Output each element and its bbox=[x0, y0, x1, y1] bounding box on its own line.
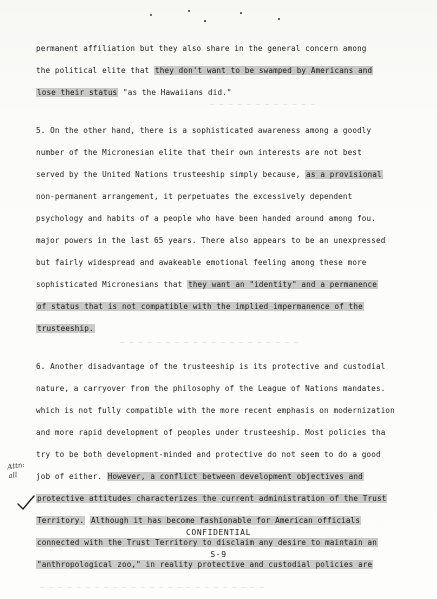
paper-speck bbox=[240, 12, 242, 14]
highlighted-text: they don't want to be swamped by Americans and bbox=[155, 66, 373, 75]
text-line bbox=[36, 302, 364, 311]
text-line bbox=[36, 258, 367, 267]
highlighted-text: of status that is not compatible with the implied impermanence of the bbox=[37, 302, 363, 311]
text-line bbox=[36, 214, 376, 223]
text-line bbox=[36, 516, 361, 525]
text-line bbox=[36, 192, 352, 201]
highlighted-text: connected with the Trust Territory to disclaim any desire to maintain an bbox=[37, 538, 377, 547]
text-segment: number of the Micronesian elite that their own interests are not best bbox=[36, 148, 362, 157]
text-segment: nature, a carryover from the philosophy of the League of Nations mandates. bbox=[36, 384, 386, 393]
text-segment: the political elite that bbox=[36, 66, 155, 75]
text-line bbox=[36, 236, 385, 245]
highlighted-text: Although it has become fashionable for American officials bbox=[90, 516, 361, 525]
bleed-through-text: ~ ~ ~ ~ ~ ~ ~ ~ ~ ~ ~ ~ bbox=[210, 100, 316, 109]
text-line bbox=[36, 170, 383, 179]
text-line bbox=[36, 472, 364, 481]
text-segment: sophisticated Micronesians that bbox=[36, 280, 188, 289]
text-line bbox=[36, 126, 371, 135]
text-line bbox=[36, 450, 381, 459]
text-line bbox=[36, 44, 367, 53]
text-segment: major powers in the last 65 years. There also appears to be an unexpressed bbox=[36, 236, 386, 245]
highlighted-text: lose their status bbox=[37, 88, 118, 97]
highlighted-text: protective attitudes characterizes the current administration of the Trust bbox=[37, 494, 387, 503]
text-segment: "as the Hawaiians did." bbox=[118, 88, 232, 97]
text-line bbox=[36, 362, 385, 371]
classification-label: CONFIDENTIAL bbox=[186, 528, 251, 537]
highlighted-text: Territory. bbox=[37, 516, 85, 525]
page-number: S-9 bbox=[210, 550, 227, 559]
text-segment: but fairly widespread and awakeable emotional feeling among these more bbox=[36, 258, 367, 267]
text-line bbox=[36, 384, 385, 393]
highlighted-text: trusteeship. bbox=[37, 324, 94, 333]
bleed-through-text: ~ ~ ~ ~ ~ ~ ~ ~ ~ ~ ~ ~ ~ ~ ~ ~ ~ ~ ~ ~ ~ ~ ~ ~ ~ bbox=[40, 583, 265, 592]
text-line bbox=[36, 538, 378, 547]
text-line bbox=[36, 324, 95, 333]
highlighted-text: they want an "identity" and a permanence bbox=[188, 280, 377, 289]
text-line bbox=[36, 428, 385, 437]
highlighted-text: "anthropological zoo," in reality protective and custodial policies are bbox=[37, 560, 373, 569]
checkmark-icon bbox=[17, 494, 35, 512]
paper-speck bbox=[204, 20, 206, 22]
text-line bbox=[36, 88, 232, 97]
paper-speck bbox=[278, 18, 280, 20]
text-segment: served by the United Nations trusteeship simply because, bbox=[36, 170, 306, 179]
bleed-through-text: ~ ~ ~ ~ ~ ~ ~ ~ ~ ~ ~ ~ ~ ~ ~ ~ ~ ~ ~ ~ bbox=[120, 338, 299, 347]
highlighted-text: However, a conflict between development objectives and bbox=[107, 472, 363, 481]
text-line bbox=[36, 148, 362, 157]
text-segment: permanent affiliation but they also share in the general concern among bbox=[36, 44, 367, 53]
text-segment: and more rapid development of peoples under trusteeship. Most policies tha bbox=[36, 428, 386, 437]
text-segment: job of either. bbox=[36, 472, 107, 481]
paper-speck bbox=[188, 10, 190, 12]
text-segment: 5. On the other hand, there is a sophisticated awareness among a goodly bbox=[36, 126, 372, 135]
text-line bbox=[36, 560, 373, 569]
margin-note-text: Attn: all bbox=[6, 460, 26, 481]
text-line bbox=[36, 406, 395, 415]
text-line bbox=[36, 66, 373, 75]
paper-speck bbox=[150, 14, 152, 16]
text-line bbox=[36, 494, 387, 503]
text-segment: which is not fully compatible with the more recent emphasis on modernization bbox=[36, 406, 395, 415]
text-segment: non-permanent arrangement, it perpetuates the excessively dependent bbox=[36, 192, 353, 201]
text-segment: psychology and habits of a people who have been handed around among fou. bbox=[36, 214, 376, 223]
handwritten-margin-note bbox=[7, 461, 27, 481]
text-line bbox=[36, 280, 378, 289]
highlighted-text: as a provisional bbox=[306, 170, 382, 179]
text-segment: try to be both development-minded and protective do not seem to do a good bbox=[36, 450, 381, 459]
text-segment: 6. Another disadvantage of the trusteeship is its protective and custodial bbox=[36, 362, 386, 371]
